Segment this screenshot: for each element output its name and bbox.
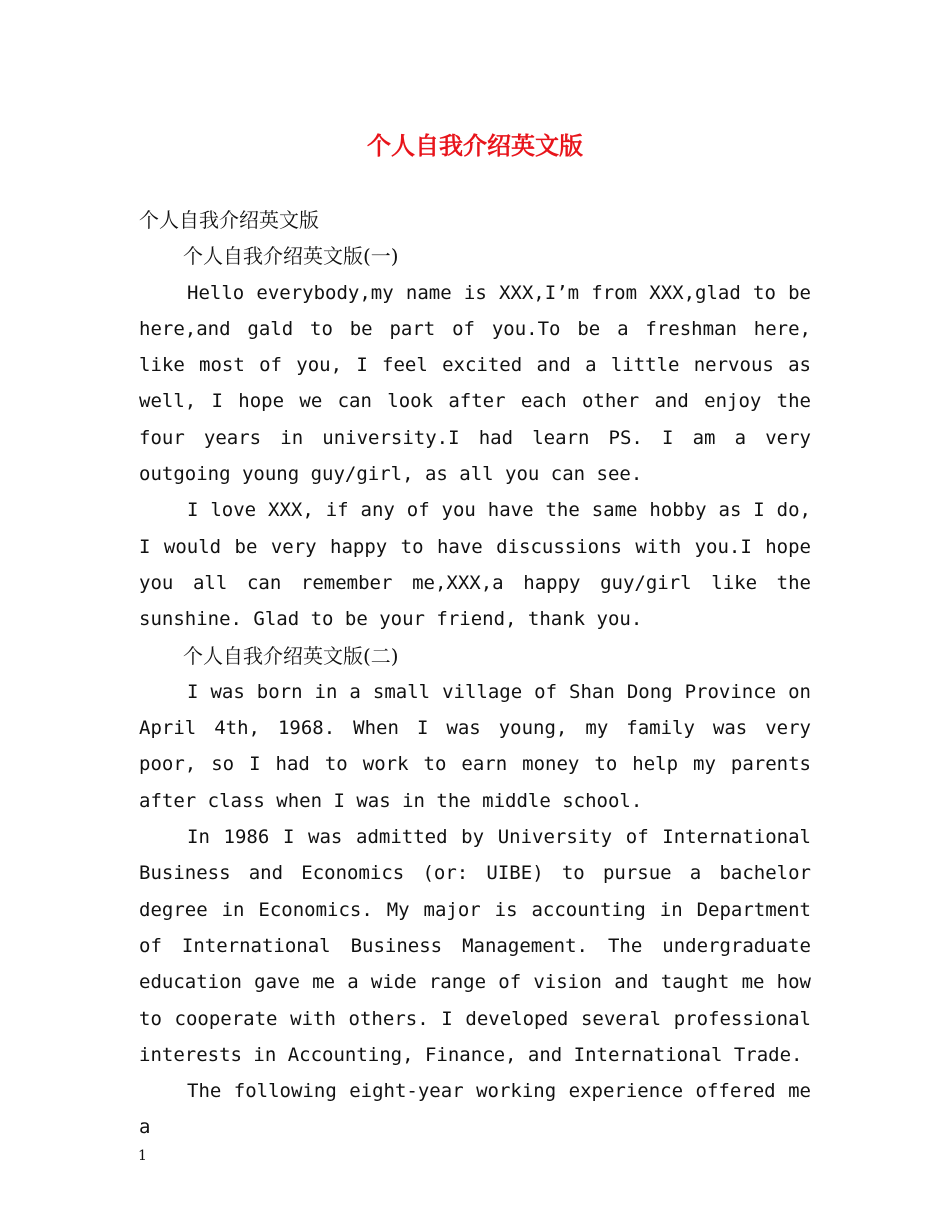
section-title-2: 个人自我介绍英文版(二) <box>183 643 399 668</box>
section-title-1: 个人自我介绍英文版(一) <box>183 244 399 269</box>
paragraph-4: In 1986 I was admitted by University of International Business and Economics (or: UIBE) to pursue a bachelor degree in Economics. My major is accounting in Department of International Business Management. The undergraduate education gave me a wide range of vision and taught me how to cooperate with others. I developed several professional interests in Accounting, Finance, and International Trade. <box>139 826 811 1066</box>
document-title: 个人自我介绍英文版 <box>367 131 583 160</box>
paragraph-3: I was born in a small village of Shan Dong Province on April 4th, 1968. When I was young, my family was very poor, so I had to work to earn money to help my parents after class when I was in the middle school. <box>139 680 811 812</box>
paragraph-1: Hello everybody,my name is XXX,I’m from XXX,glad to be here,and gald to be part of you.To be a freshman here, like most of you, I feel excited and a little nervous as well, I hope we can look after each other and enjoy the four years in university.I had learn PS. I am a very outgoing young guy/girl, as all you can see. <box>139 281 811 486</box>
document-heading: 个人自我介绍英文版 <box>139 208 319 232</box>
page-number: 1 <box>138 1148 147 1164</box>
paragraph-2: I love XXX, if any of you have the same hobby as I do, I would be very happy to have discussions with you.I hope you all can remember me,XXX,a happy guy/girl like the sunshine. Glad to be your friend, thank you. <box>139 499 811 631</box>
paragraph-5: The following eight-year working experience offered me a <box>139 1080 811 1139</box>
document-body <box>139 202 811 1146</box>
